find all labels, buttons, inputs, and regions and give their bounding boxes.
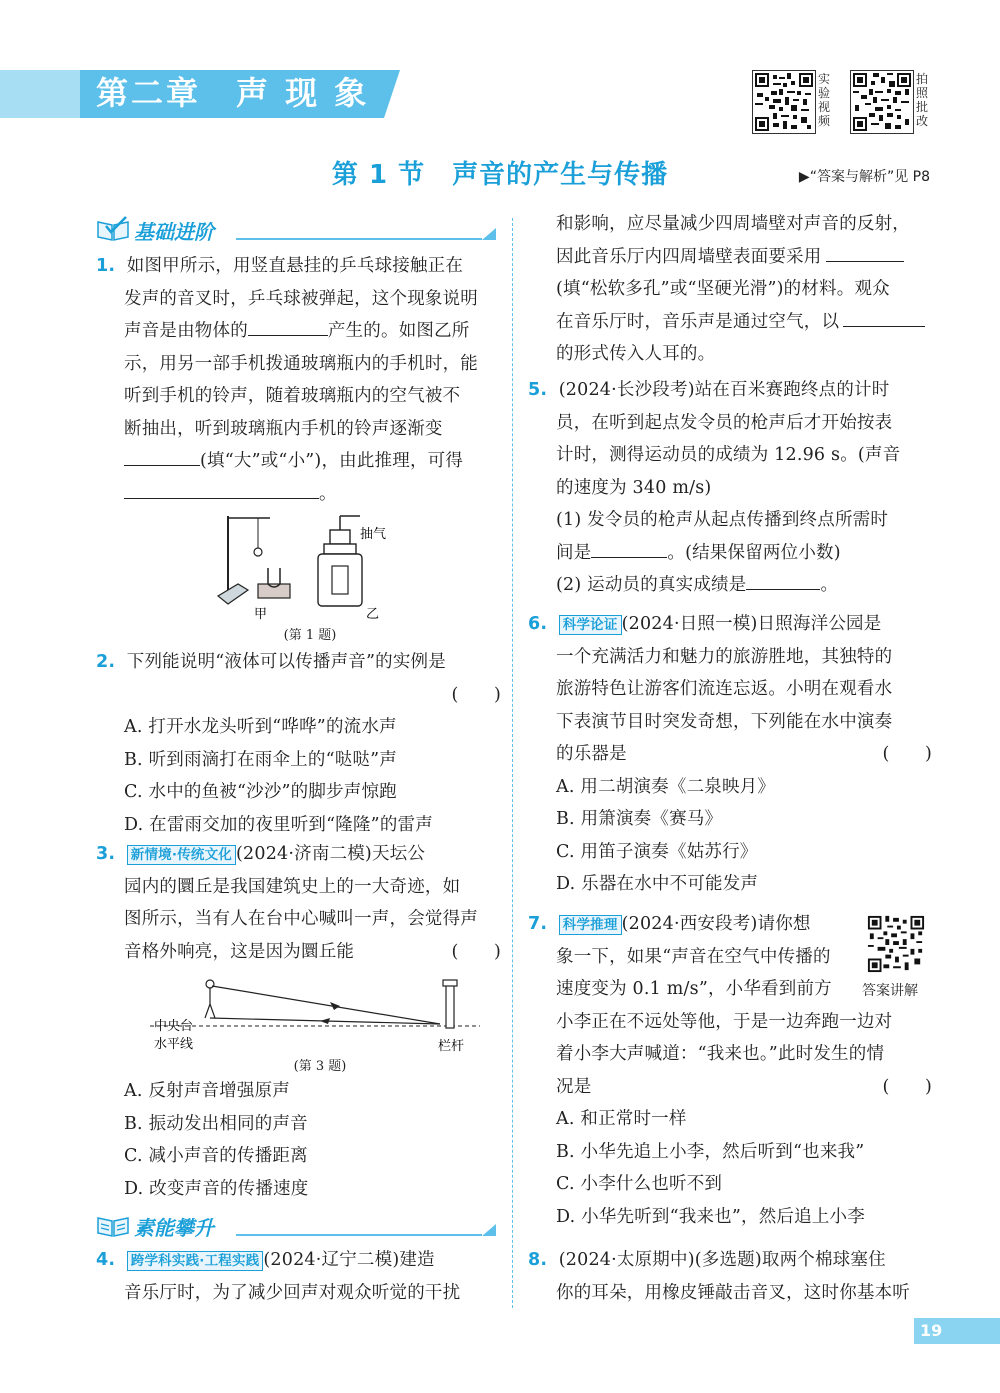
q3-line: 音格外响亮，这是因为圜丘能 [124,941,355,962]
q6-line: (2024·日照一模)日照海洋公园是 [621,614,882,634]
q8-line: 你的耳朵，用橡皮锤敲击音叉，这时你基本听 [556,1282,910,1303]
q3-line: 图所示，当有人在台中心喊叫一声，会觉得声 [124,909,478,929]
option-a[interactable]: A. 反射声音增强原声 [124,1081,290,1101]
qr2-label: 拍照批改 [916,72,929,128]
question-tag: 科学推理 [559,915,622,935]
answer-blank[interactable] [843,306,925,327]
book-check-icon [96,216,130,242]
qr3-label: 答案讲解 [862,983,918,999]
question-number: 2. [96,652,116,672]
section-label-basic: 基础进阶 [134,220,214,244]
fig-label-level: 水平线 [154,1037,194,1052]
q4-line: 的形式传入人耳的。 [556,344,716,364]
q1-line: 示，用另一部手机拨通玻璃瓶内的手机时，能 [124,353,478,374]
q4-line: 音乐厅时，为了减少回声对观众听觉的干扰 [124,1282,461,1303]
option-c[interactable]: C. 小李什么也听不到 [556,1174,723,1194]
qr-code-grading[interactable] [850,70,914,134]
q5-line: 。 [820,575,839,595]
question-3-options [96,1075,501,1205]
q1-figure [210,508,420,623]
page-number: 19 [914,1318,1000,1344]
question-tag: 新情境·传统文化 [127,845,236,865]
option-a[interactable]: A. 用二胡演奏《二泉映月》 [556,776,776,797]
question-number: 5. [528,380,548,400]
option-a[interactable]: A. 和正常时一样 [556,1109,687,1129]
section-head-advanced [96,1212,496,1238]
q5-line: 的速度为 340 m/s) [556,477,712,498]
qr-code-answer[interactable] [866,914,926,974]
question-tag: 跨学科实践·工程实践 [127,1251,264,1271]
question-number: 4. [96,1250,116,1270]
q4-line: (填“松软多孔”或“坚硬光滑”)的材料。观众 [556,279,890,299]
column-divider [512,218,513,1308]
q1-line: 听到手机的铃声，随着玻璃瓶内的空气被不 [124,386,461,406]
q3-figure [150,974,480,1054]
q1-line: 如图甲所示，用竖直悬挂的乒乓球接触正在 [126,256,464,276]
q3-line: 园内的圜丘是我国建筑史上的一大奇迹，如 [124,876,461,897]
option-d[interactable]: D. 乐器在水中不可能发声 [556,874,759,894]
q1-line: 断抽出，听到玻璃瓶内手机的铃声逐渐变 [124,418,443,439]
option-b[interactable]: B. 听到雨滴打在雨伞上的“哒哒”声 [124,749,397,770]
q5-line: (2024·长沙段考)站在百米赛跑终点的计时 [558,380,890,400]
qr-icon [851,71,913,133]
fig-label-b: 乙 [366,607,380,622]
q4-line: 和影响，应尽量减少四周墙壁对声音的反射， [556,214,910,234]
q7-line: 象一下，如果“声音在空气中传播的 [556,946,831,967]
q2-stem: 下列能说明“液体可以传播声音”的实例是 [126,652,446,672]
option-c[interactable]: C. 用笛子演奏《姑苏行》 [556,841,758,862]
q3-caption: (第 3 题) [293,1059,347,1074]
q1-line: 声音是由物体的 [124,321,248,341]
section-label-advanced: 素能攀升 [134,1216,214,1240]
q7-line: 速度变为 0.1 m/s”，小华看到前方 [556,979,832,999]
question-number: 7. [528,914,548,934]
question-5 [528,374,932,602]
q5-line: 计时，测得运动员的成绩为 12.96 s。(声音 [556,445,901,465]
question-6 [528,608,932,901]
question-1 [96,250,501,510]
qr-code-video[interactable] [752,70,816,134]
q3-line: (2024·济南二模)天坛公 [236,844,426,864]
q5-subquestion-1: (1) 发令员的枪声从起点传播到终点所需时 [556,510,889,530]
q6-line: 旅游特色让游客们流连忘返。小明在观看水 [556,679,893,699]
q4-line: 因此音乐厅内四周墙壁表面要采用 [556,246,822,267]
option-b[interactable]: B. 振动发出相同的声音 [124,1113,308,1134]
q4-line: (2024·辽宁二模)建造 [263,1250,435,1270]
q8-line: (2024·太原期中)(多选题)取两个棉球塞住 [558,1250,886,1270]
q6-line: 一个充满活力和魅力的旅游胜地，其独特的 [556,646,893,667]
fig-label-pump: 抽气 [360,527,387,542]
question-4-continued [528,208,932,371]
answer-paren[interactable]: ( ) [882,1076,932,1097]
q7-line: 况是 [556,1076,592,1097]
question-4 [96,1244,501,1309]
option-b[interactable]: B. 用箫演奏《赛马》 [556,809,723,829]
q7-line: (2024·西安段考)请你想 [621,914,811,934]
answer-blank[interactable] [826,241,904,262]
section-title: 第 1 节 声音的产生与传播 [331,160,669,190]
qr-icon [866,914,926,974]
question-number: 1. [96,256,116,276]
fig-label-rail: 栏杆 [438,1039,465,1054]
option-a[interactable]: A. 打开水龙头听到“哗哗”的流水声 [124,717,397,737]
answer-blank[interactable] [591,537,667,558]
option-d[interactable]: D. 改变声音的传播速度 [124,1178,309,1199]
answer-blank[interactable] [124,478,319,499]
q5-line: 员，在听到起点发令员的枪声后才开始按表 [556,412,893,433]
q5-line: 。(结果保留两位小数) [667,542,841,563]
q6-line: 下表演节目时突发奇想，下列能在水中演奏 [556,711,893,732]
fig-label-a: 甲 [254,607,268,622]
q4-line: 在音乐厅时，音乐声是通过空气，以 [556,311,840,332]
q1-line: (填“大”或“小”)，由此推理，可得 [200,451,464,471]
answer-blank[interactable] [746,569,820,590]
answer-paren[interactable]: ( ) [451,684,501,705]
question-tag: 科学论证 [559,615,622,635]
q1-line: 产生的。如图乙所 [327,321,470,341]
option-d[interactable]: D. 小华先听到“我来也”，然后追上小李 [556,1206,865,1227]
q1-line: 。 [319,483,337,504]
q7-line: 小李正在不远处等他，于是一边奔跑一边对 [556,1011,893,1032]
chapter-title: 第二章 声 现 象 [96,74,370,112]
question-2 [96,646,501,841]
option-b[interactable]: B. 小华先追上小李，然后听到“也来我” [556,1141,865,1162]
option-c[interactable]: C. 水中的鱼被“沙沙”的脚步声惊跑 [124,782,397,802]
section-head-basic [96,216,496,242]
answer-blank[interactable] [124,445,200,466]
question-number: 3. [96,844,116,864]
q5-subquestion-2: (2) 运动员的真实成绩是 [556,575,747,595]
fig-label-center: 中央台 [154,1019,194,1034]
q1-line: 发声的音叉时，乒乓球被弹起，这个现象说明 [124,288,478,309]
q7-line: 着小李大声喊道：“我来也。”此时发生的情 [556,1044,885,1064]
answer-reference[interactable]: ▶“答案与解析”见 P8 [798,169,930,185]
question-number: 6. [528,614,548,634]
question-number: 8. [528,1250,548,1270]
option-d[interactable]: D. 在雷雨交加的夜里听到“隆隆”的雷声 [124,814,433,835]
qr1-label: 实验视频 [818,72,831,128]
q5-line: 间是 [556,542,592,563]
question-8 [528,1244,932,1309]
q1-caption: (第 1 题) [283,628,337,643]
q6-line: 的乐器是 [556,744,627,764]
open-book-icon [96,1212,130,1238]
option-c[interactable]: C. 减小声音的传播距离 [124,1146,308,1166]
answer-blank[interactable] [248,315,328,336]
question-3 [96,838,501,968]
answer-paren[interactable]: ( ) [882,744,932,764]
qr-icon [753,71,815,133]
answer-paren[interactable]: ( ) [451,941,501,962]
